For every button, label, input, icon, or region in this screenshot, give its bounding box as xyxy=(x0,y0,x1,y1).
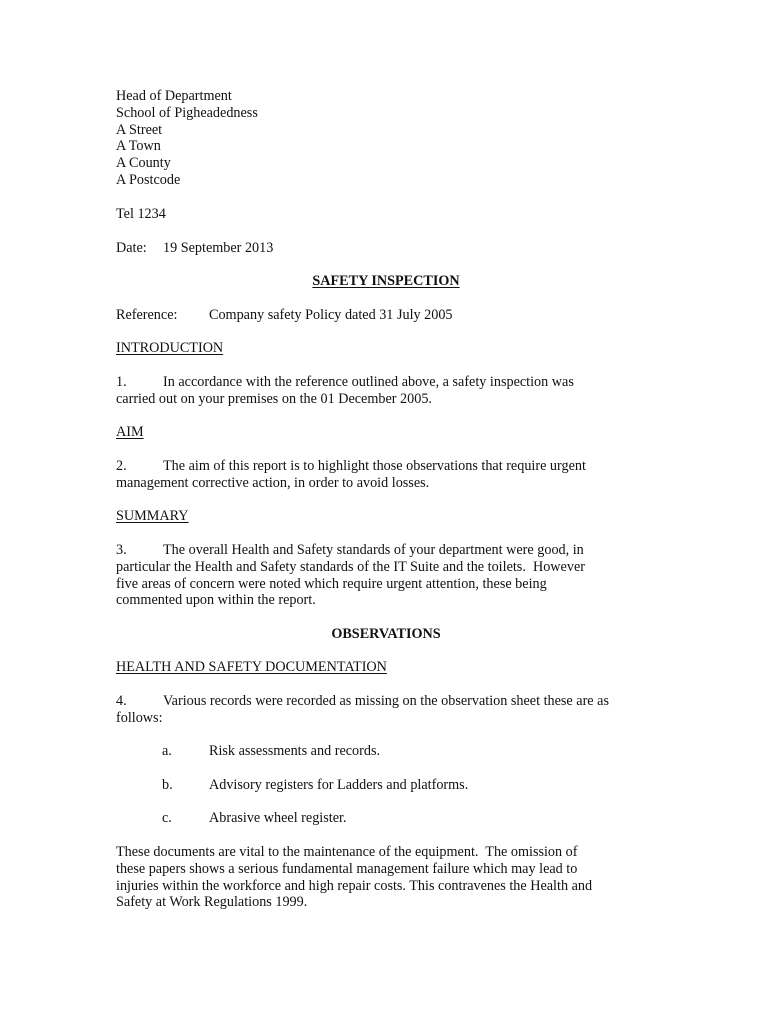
paragraph-number: 1. xyxy=(116,374,127,390)
list-letter: a. xyxy=(162,743,172,759)
address-line: A County xyxy=(116,155,171,172)
date-value: 19 September 2013 xyxy=(163,240,274,256)
telephone: Tel 1234 xyxy=(116,206,166,222)
date-line xyxy=(116,240,656,257)
list-text: Risk assessments and records. xyxy=(209,743,381,759)
address-line: A Town xyxy=(116,138,161,155)
address-block xyxy=(116,88,656,189)
reference-value: Company safety Policy dated 31 July 2005 xyxy=(209,307,453,323)
list-text: Abrasive wheel register. xyxy=(209,810,347,826)
address-line: A Postcode xyxy=(116,171,181,188)
subheading-documentation: HEALTH AND SAFETY DOCUMENTATION xyxy=(116,659,387,675)
section-heading-observations: OBSERVATIONS xyxy=(331,626,441,642)
paragraph-conclusion: These documents are vital to the maintenance of the equipment. The omission of these papers shows a serious fundamental management failure which may lead to injuries within the workforce and high repair costs. This contravenes the Health and Safety at Work Regulations 1999. xyxy=(116,844,593,911)
list-item xyxy=(162,777,468,794)
document-title: SAFETY INSPECTION xyxy=(312,273,460,289)
list-text: Advisory registers for Ladders and platforms. xyxy=(209,777,469,793)
paragraph-number: 4. xyxy=(116,693,127,709)
section-heading-aim: AIM xyxy=(116,424,144,440)
paragraph-2: 2. The aim of this report is to highlight those observations that require urgent management corrective action, in order to avoid losses. xyxy=(116,458,586,491)
list-letter: b. xyxy=(162,777,173,793)
paragraph-1: 1. In accordance with the reference outlined above, a safety inspection was carried out on your premises on the 01 December 2005. xyxy=(116,374,574,407)
reference-label: Reference: xyxy=(116,307,178,323)
address-line: A Street xyxy=(116,121,163,138)
address-line: School of Pigheadedness xyxy=(116,104,258,121)
paragraph-3: 3. The overall Health and Safety standards of your department were good, in particular the Health and Safety standards of the IT Suite and the toilets. However five areas of concern were noted which require urgent attention, these being commented upon within the report. xyxy=(116,542,585,609)
list-item xyxy=(162,743,380,760)
date-label: Date: xyxy=(116,240,147,256)
list-letter: c. xyxy=(162,810,172,826)
reference-line xyxy=(116,307,656,324)
address-line: Head of Department xyxy=(116,88,232,104)
section-heading-summary: SUMMARY xyxy=(116,508,189,524)
section-heading-introduction: INTRODUCTION xyxy=(116,340,224,356)
paragraph-number: 2. xyxy=(116,458,127,474)
paragraph-4: 4. Various records were recorded as missing on the observation sheet these are as follows: xyxy=(116,693,609,726)
paragraph-number: 3. xyxy=(116,542,127,558)
list-item xyxy=(162,810,347,827)
